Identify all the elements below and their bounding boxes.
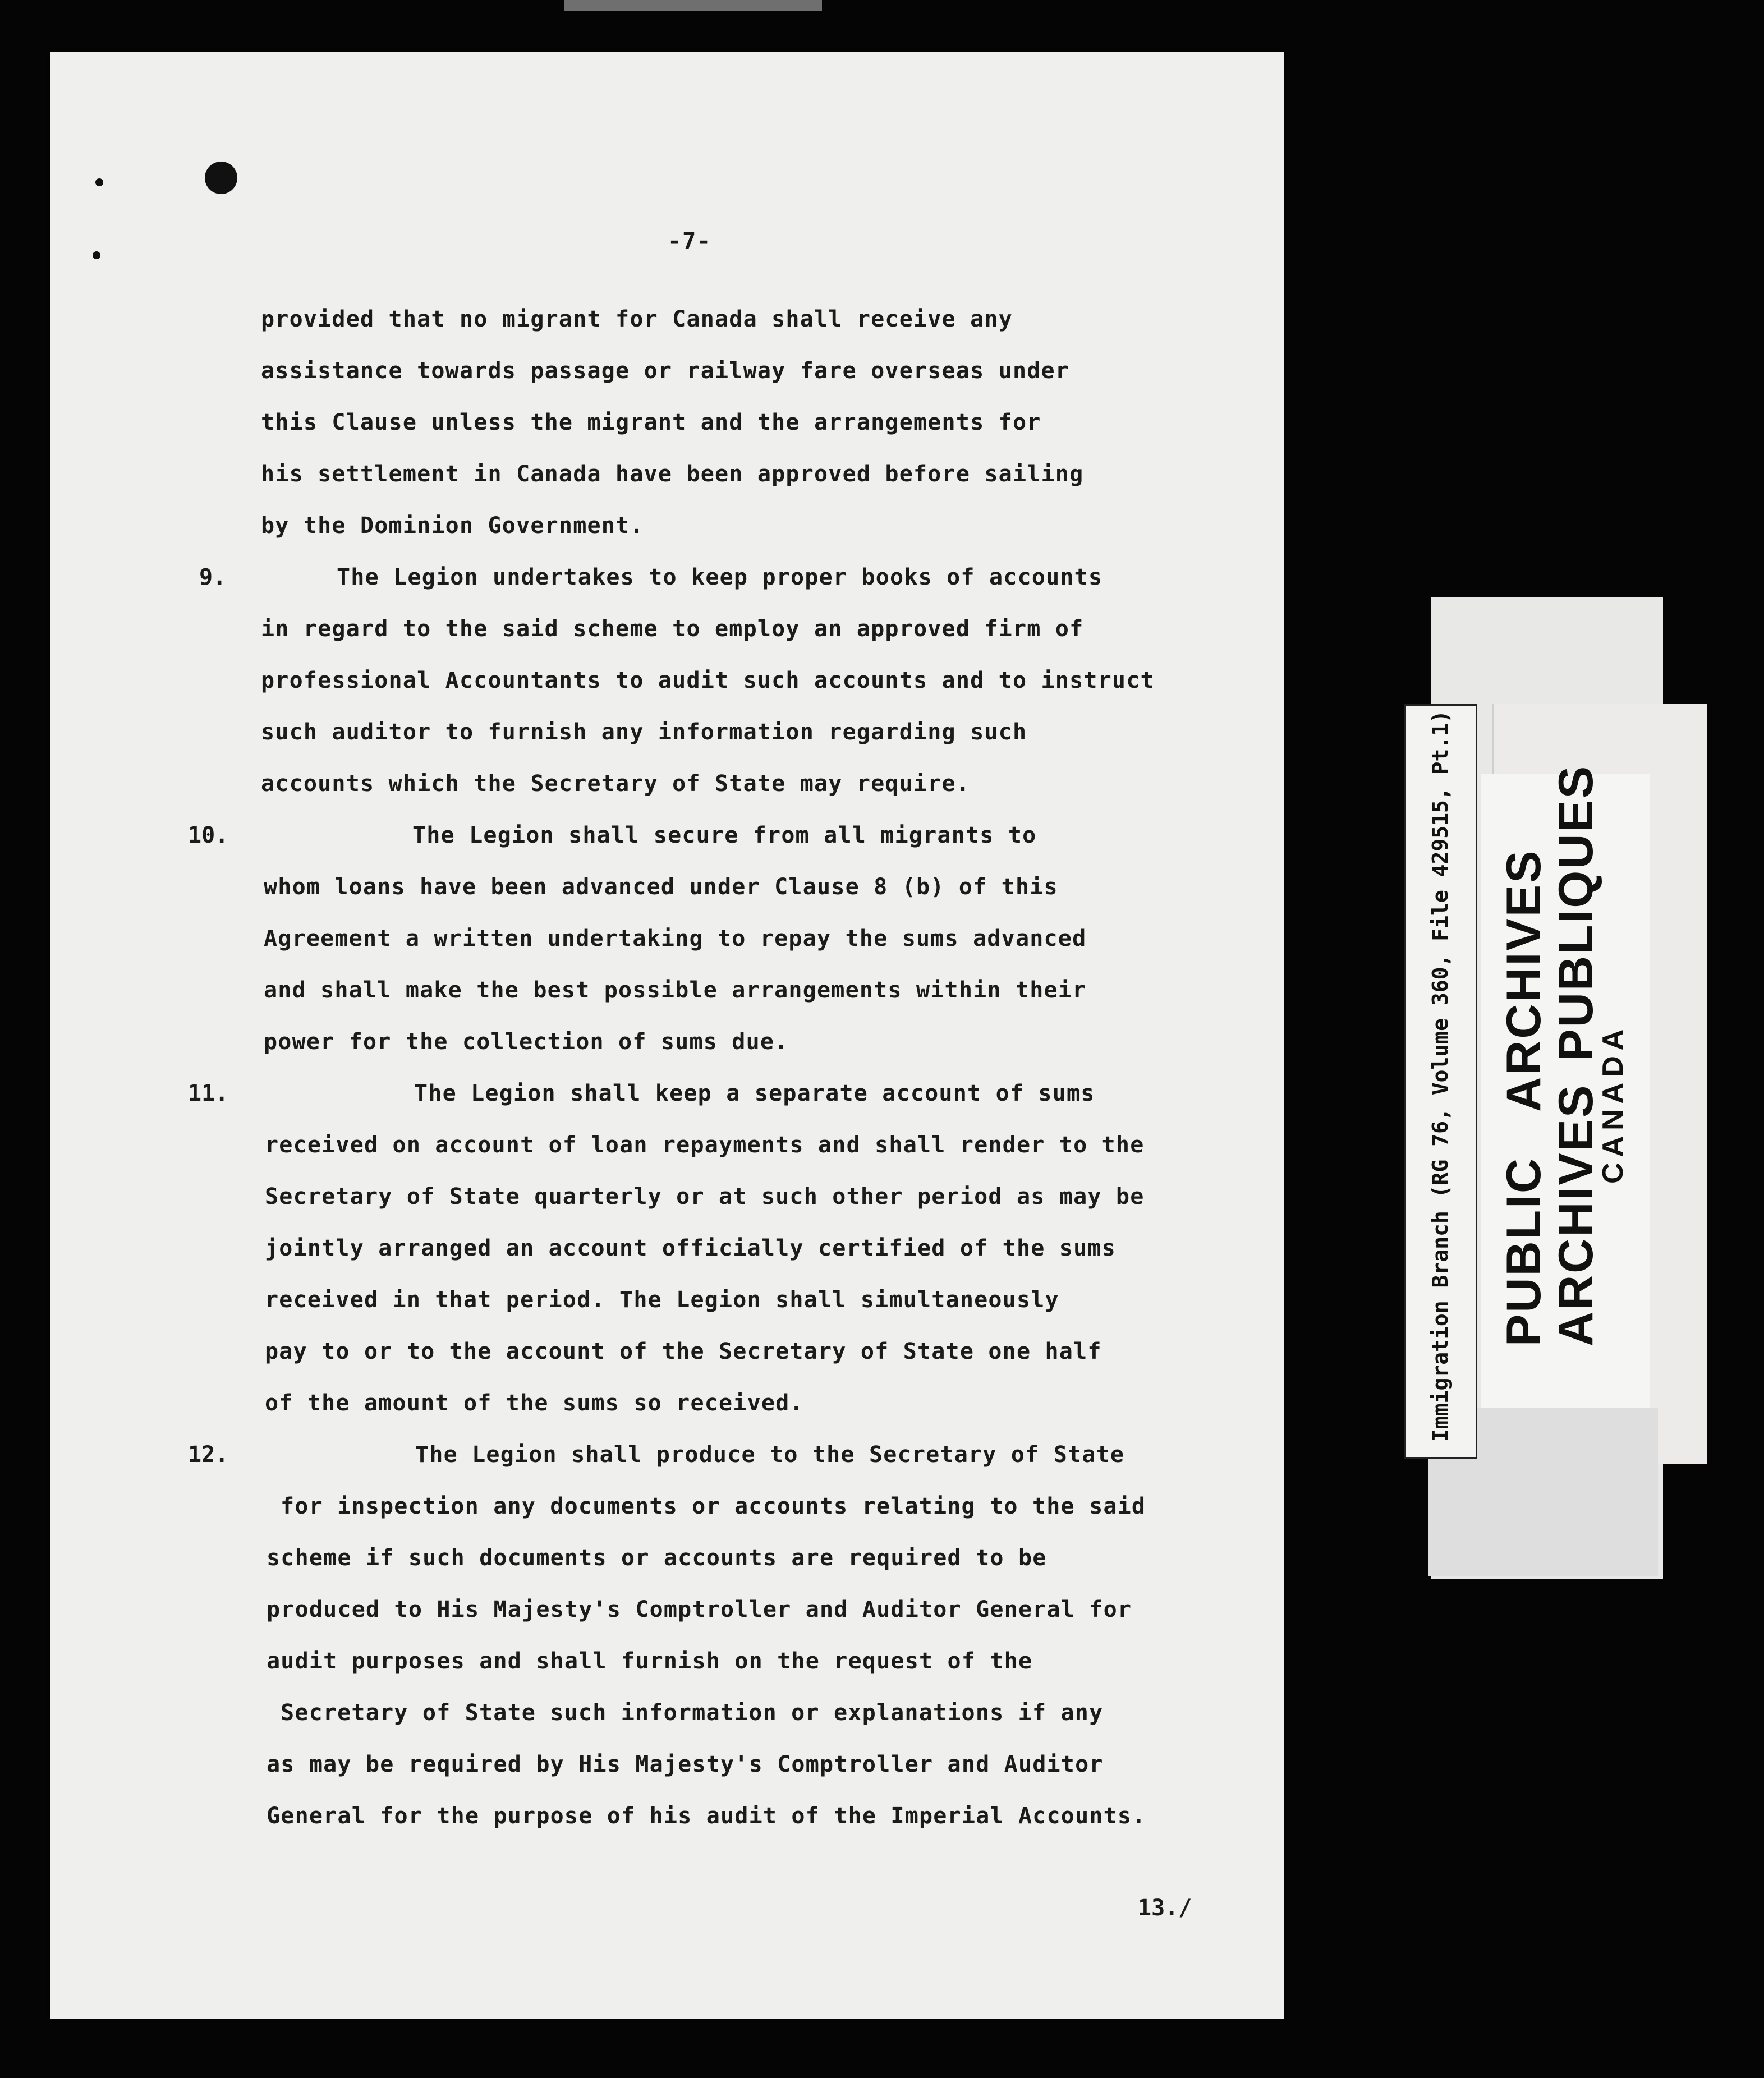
text-line: The Legion shall keep a separate account of sums bbox=[414, 1081, 1095, 1106]
text-line: power for the collection of sums due. bbox=[264, 1029, 789, 1055]
text-line: Secretary of State quarterly or at such other period as may be bbox=[265, 1184, 1145, 1210]
page-number: -7- bbox=[668, 228, 712, 254]
text-line: for inspection any documents or accounts relating to the said bbox=[281, 1493, 1146, 1519]
next-page-reference: 13./ bbox=[1138, 1895, 1192, 1921]
text-line: received in that period. The Legion shall simultaneously bbox=[265, 1287, 1059, 1313]
text-line: provided that no migrant for Canada shall receive any bbox=[261, 306, 1013, 332]
archive-stamp-line2: ARCHIVESPUBLIQUES bbox=[1549, 764, 1603, 1346]
text-line: professional Accountants to audit such accounts and to instruct bbox=[261, 668, 1155, 693]
clause-number: 11. bbox=[188, 1081, 229, 1106]
text-line: scheme if such documents or accounts are required to be bbox=[267, 1545, 1047, 1571]
archive-stamp-line3: CANADA bbox=[1597, 1023, 1629, 1184]
text-line: this Clause unless the migrant and the arrangements for bbox=[261, 410, 1041, 435]
text-line: jointly arranged an account officially certified of the sums bbox=[265, 1235, 1116, 1261]
punch-mark-2 bbox=[93, 251, 100, 259]
text-line: received on account of loan repayments and shall render to the bbox=[265, 1132, 1145, 1158]
text-line: produced to His Majesty's Comptroller and Auditor General for bbox=[267, 1597, 1132, 1622]
clause-number: 12. bbox=[188, 1442, 229, 1468]
text-line: assistance towards passage or railway fare overseas under bbox=[261, 358, 1070, 384]
text-line: Secretary of State such information or explanations if any bbox=[281, 1700, 1104, 1726]
text-line: The Legion shall secure from all migrants to bbox=[412, 822, 1037, 848]
text-line: audit purposes and shall furnish on the request of the bbox=[267, 1648, 1033, 1674]
clause-number: 10. bbox=[188, 822, 229, 848]
text-line: General for the purpose of his audit of the Imperial Accounts. bbox=[267, 1803, 1146, 1829]
punch-mark-1 bbox=[95, 178, 103, 186]
text-line: whom loans have been advanced under Clause 8 (b) of this bbox=[264, 874, 1058, 900]
text-line: as may be required by His Majesty's Comptroller and Auditor bbox=[267, 1751, 1104, 1777]
archive-stamp-line1: PUBLICARCHIVES bbox=[1497, 849, 1551, 1346]
film-top-tab bbox=[564, 0, 822, 11]
text-line: Agreement a written undertaking to repay the sums advanced bbox=[264, 926, 1087, 951]
document-page bbox=[50, 52, 1284, 2019]
text-line: such auditor to furnish any information regarding such bbox=[261, 719, 1027, 745]
text-line: accounts which the Secretary of State may require. bbox=[261, 771, 971, 797]
text-line: of the amount of the sums so received. bbox=[265, 1390, 804, 1416]
clause-number: 9. bbox=[199, 564, 227, 590]
text-line: The Legion undertakes to keep proper books of accounts bbox=[337, 564, 1103, 590]
punch-hole-large bbox=[205, 162, 237, 194]
text-line: by the Dominion Government. bbox=[261, 513, 644, 539]
archive-reference-text: Immigration Branch (RG 76, Volume 360, File 429515, Pt.1) bbox=[1428, 710, 1453, 1442]
text-line: and shall make the best possible arrangements within their bbox=[264, 977, 1087, 1003]
text-line: his settlement in Canada have been approved before sailing bbox=[261, 461, 1084, 487]
text-line: The Legion shall produce to the Secretary of State bbox=[415, 1442, 1125, 1468]
text-line: pay to or to the account of the Secretary of State one half bbox=[265, 1339, 1102, 1364]
text-line: in regard to the said scheme to employ an approved firm of bbox=[261, 616, 1084, 642]
